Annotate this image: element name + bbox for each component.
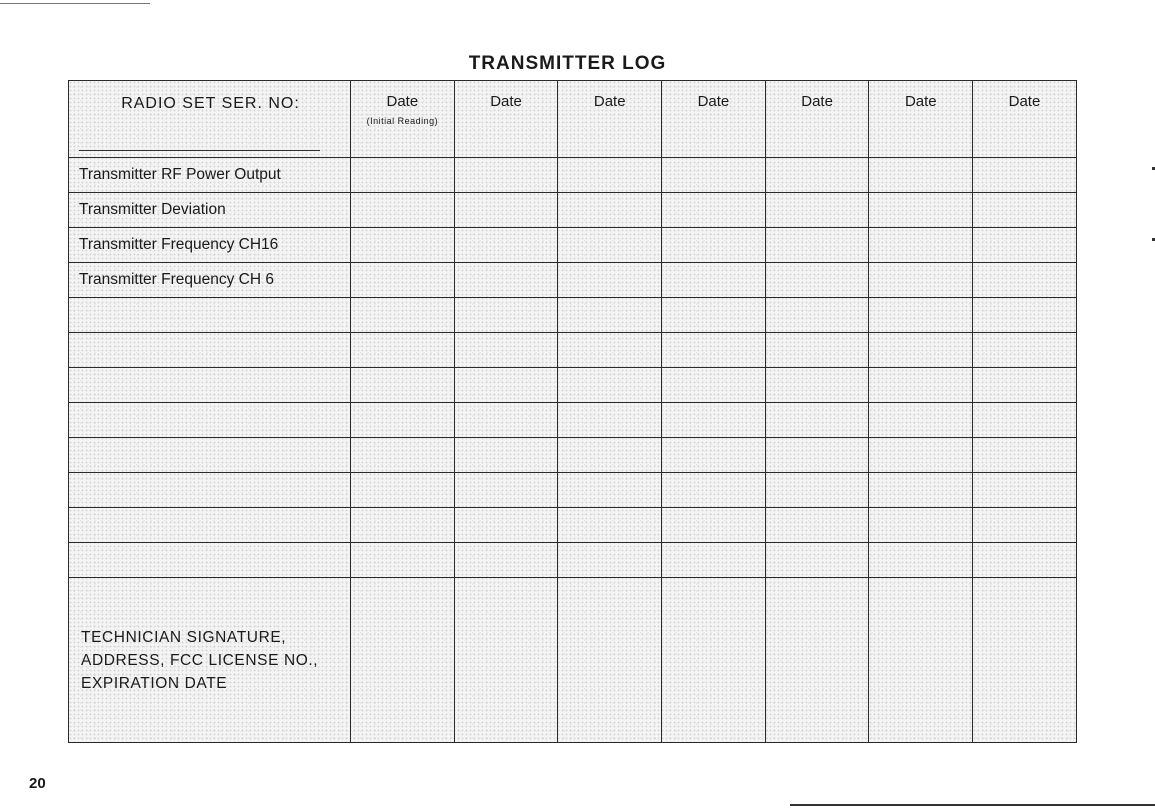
reading-cell[interactable]: [662, 508, 766, 543]
log-row: [69, 368, 1077, 403]
signature-cell[interactable]: [973, 578, 1077, 743]
date-header-cell[interactable]: [869, 81, 973, 158]
date-header-cell[interactable]: [662, 81, 766, 158]
reading-cell[interactable]: [765, 333, 869, 368]
reading-cell[interactable]: [454, 158, 558, 193]
log-row: [69, 438, 1077, 473]
reading-cell[interactable]: [351, 368, 455, 403]
reading-cell[interactable]: [558, 508, 662, 543]
reading-cell[interactable]: [869, 403, 973, 438]
reading-cell[interactable]: [765, 263, 869, 298]
signature-cell[interactable]: [351, 578, 455, 743]
reading-cell[interactable]: [351, 473, 455, 508]
reading-cell[interactable]: [869, 228, 973, 263]
reading-cell[interactable]: [973, 508, 1077, 543]
date-header-cell[interactable]: [351, 81, 455, 158]
log-row-label[interactable]: [69, 473, 351, 508]
date-header-cell[interactable]: [973, 81, 1077, 158]
log-row-label: Transmitter Frequency CH16: [69, 228, 351, 263]
signature-cell[interactable]: [662, 578, 766, 743]
reading-cell[interactable]: [454, 473, 558, 508]
reading-cell[interactable]: [351, 158, 455, 193]
reading-cell[interactable]: [351, 333, 455, 368]
reading-cell[interactable]: [869, 438, 973, 473]
reading-cell[interactable]: [662, 263, 766, 298]
header-row: [69, 81, 1077, 158]
reading-cell[interactable]: [662, 193, 766, 228]
log-row: [69, 228, 1077, 263]
date-header-label: Date: [904, 93, 937, 110]
log-row: [69, 158, 1077, 193]
reading-cell[interactable]: [765, 543, 869, 578]
reading-cell[interactable]: [662, 298, 766, 333]
log-row-label[interactable]: [69, 333, 351, 368]
reading-cell[interactable]: [662, 368, 766, 403]
radio-set-serial-cell[interactable]: [69, 81, 351, 158]
technician-signature-row: [69, 578, 1077, 743]
log-row-label: Transmitter Deviation: [69, 193, 351, 228]
reading-cell[interactable]: [454, 228, 558, 263]
date-header-label: Date: [593, 93, 626, 110]
date-header-cell[interactable]: [765, 81, 869, 158]
reading-cell[interactable]: [973, 158, 1077, 193]
reading-cell[interactable]: [558, 263, 662, 298]
reading-cell[interactable]: [869, 263, 973, 298]
reading-cell[interactable]: [973, 368, 1077, 403]
date-header-label: Date: [697, 93, 730, 110]
reading-cell[interactable]: [765, 193, 869, 228]
signature-cell[interactable]: [869, 578, 973, 743]
reading-cell[interactable]: [454, 438, 558, 473]
reading-cell[interactable]: [351, 438, 455, 473]
log-row-label[interactable]: [69, 508, 351, 543]
reading-cell[interactable]: [765, 508, 869, 543]
page-title: TRANSMITTER LOG: [468, 53, 667, 74]
reading-cell[interactable]: [765, 473, 869, 508]
log-row-label[interactable]: [69, 368, 351, 403]
reading-cell[interactable]: [351, 403, 455, 438]
log-row: [69, 193, 1077, 228]
reading-cell[interactable]: [765, 438, 869, 473]
reading-cell[interactable]: [973, 403, 1077, 438]
reading-cell[interactable]: [869, 158, 973, 193]
reading-cell[interactable]: [973, 333, 1077, 368]
reading-cell[interactable]: [765, 158, 869, 193]
reading-cell[interactable]: [558, 543, 662, 578]
reading-cell[interactable]: [662, 158, 766, 193]
bottom-edge-rule: [790, 804, 1155, 806]
reading-cell[interactable]: [869, 193, 973, 228]
signature-cell[interactable]: [454, 578, 558, 743]
reading-cell[interactable]: [351, 228, 455, 263]
page-number: 20: [29, 775, 46, 792]
top-edge-rule: [0, 3, 150, 4]
initial-reading-note: (Initial Reading): [366, 116, 439, 126]
signature-cell[interactable]: [558, 578, 662, 743]
date-header-label: Date: [386, 93, 419, 110]
reading-cell[interactable]: [454, 508, 558, 543]
reading-cell[interactable]: [973, 263, 1077, 298]
reading-cell[interactable]: [351, 263, 455, 298]
log-row: [69, 403, 1077, 438]
reading-cell[interactable]: [869, 473, 973, 508]
reading-cell[interactable]: [765, 228, 869, 263]
reading-cell[interactable]: [662, 333, 766, 368]
log-row: [69, 473, 1077, 508]
reading-cell[interactable]: [973, 438, 1077, 473]
reading-cell[interactable]: [662, 403, 766, 438]
date-header-label: Date: [801, 93, 833, 110]
reading-cell[interactable]: [558, 368, 662, 403]
reading-cell[interactable]: [558, 158, 662, 193]
reading-cell[interactable]: [558, 333, 662, 368]
log-row-label: Transmitter Frequency CH 6: [69, 263, 351, 298]
reading-cell[interactable]: [558, 298, 662, 333]
date-header-cell[interactable]: [454, 81, 558, 158]
log-row-label[interactable]: [69, 298, 351, 333]
reading-cell[interactable]: [973, 298, 1077, 333]
reading-cell[interactable]: [558, 438, 662, 473]
log-row-label[interactable]: [69, 543, 351, 578]
technician-signature-label: [69, 578, 351, 743]
reading-cell[interactable]: [454, 333, 558, 368]
signature-cell[interactable]: [765, 578, 869, 743]
reading-cell[interactable]: [869, 298, 973, 333]
serial-number-line: [79, 150, 320, 151]
date-header-label: Date: [490, 93, 522, 110]
date-header-cell[interactable]: [558, 81, 662, 158]
reading-cell[interactable]: [558, 403, 662, 438]
log-row-label[interactable]: [69, 438, 351, 473]
reading-cell[interactable]: [558, 193, 662, 228]
reading-cell[interactable]: [973, 228, 1077, 263]
reading-cell[interactable]: [869, 508, 973, 543]
reading-cell[interactable]: [454, 543, 558, 578]
reading-cell[interactable]: [973, 193, 1077, 228]
reading-cell[interactable]: [454, 298, 558, 333]
reading-cell[interactable]: [662, 438, 766, 473]
reading-cell[interactable]: [869, 543, 973, 578]
log-row: [69, 543, 1077, 578]
reading-cell[interactable]: [454, 263, 558, 298]
signature-label-line: EXPIRATION DATE: [81, 674, 228, 692]
log-row-label[interactable]: [69, 403, 351, 438]
reading-cell[interactable]: [662, 473, 766, 508]
reading-cell[interactable]: [869, 368, 973, 403]
reading-cell[interactable]: [973, 473, 1077, 508]
log-row: [69, 298, 1077, 333]
reading-cell[interactable]: [662, 228, 766, 263]
reading-cell[interactable]: [454, 403, 558, 438]
date-header-label: Date: [1008, 93, 1041, 110]
log-row-label: Transmitter RF Power Output: [69, 158, 351, 193]
log-row: [69, 263, 1077, 298]
radio-set-serial-label: RADIO SET SER. NO:: [121, 95, 300, 112]
reading-cell[interactable]: [454, 368, 558, 403]
reading-cell[interactable]: [973, 543, 1077, 578]
reading-cell[interactable]: [351, 298, 455, 333]
reading-cell[interactable]: [869, 333, 973, 368]
signature-label-line: ADDRESS, FCC LICENSE NO.,: [81, 651, 319, 669]
reading-cell[interactable]: [351, 193, 455, 228]
log-row: [69, 333, 1077, 368]
reading-cell[interactable]: [765, 298, 869, 333]
reading-cell[interactable]: [351, 543, 455, 578]
reading-cell[interactable]: [351, 508, 455, 543]
reading-cell[interactable]: [558, 228, 662, 263]
reading-cell[interactable]: [454, 193, 558, 228]
reading-cell[interactable]: [765, 368, 869, 403]
log-row: [69, 508, 1077, 543]
reading-cell[interactable]: [662, 543, 766, 578]
transmitter-log-table: [68, 80, 1077, 743]
signature-label-line: TECHNICIAN SIGNATURE,: [81, 628, 287, 646]
reading-cell[interactable]: [558, 473, 662, 508]
reading-cell[interactable]: [765, 403, 869, 438]
